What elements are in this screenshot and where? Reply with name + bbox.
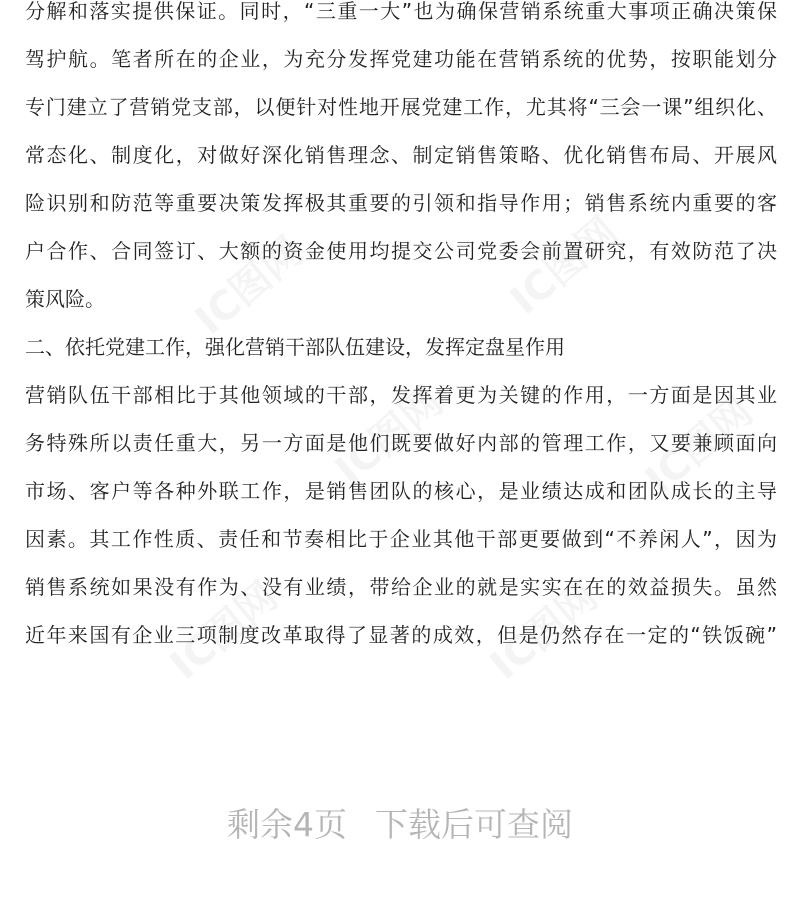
paragraph-line: 务特殊所以责任重大，另一方面是他们既要做好内部的管理工作，又要兼顾面向 [25,431,777,455]
paragraph-line: 营销队伍干部相比于其他领域的干部，发挥着更为关键的作用，一方面是因其业 [25,383,777,407]
download-prompt[interactable] [0,800,800,850]
paragraph-line: 常态化、制度化，对做好深化销售理念、制定销售策略、优化销售布局、开展风 [25,143,777,167]
paragraph-line: 因素。其工作性质、责任和节奏相比于企业其他干部更要做到“不养闲人”，因为 [25,527,777,551]
paragraph-line: 户合作、合同签订、大额的资金使用均提交公司党委会前置研究，有效防范了决 [25,239,777,263]
paragraph-line: 销售系统如果没有作为、没有业绩，带给企业的就是实实在在的效益损失。虽然 [25,575,777,599]
paragraph-line: 分解和落实提供保证。同时，“三重一大”也为确保营销系统重大事项正确决策保 [25,0,777,23]
paragraph-line: 驾护航。笔者所在的企业，为充分发挥党建功能在营销系统的优势，按职能划分 [25,47,777,71]
document-body [25,0,777,659]
paragraph-line: 策风险。 [25,287,105,311]
paragraph-line: 市场、客户等各种外联工作，是销售团队的核心，是业绩达成和团队成长的主导 [25,479,777,503]
paragraph-line: 险识别和防范等重要决策发挥极其重要的引领和指导作用；销售系统内重要的客 [25,191,777,215]
download-hint-label: 下载后可查阅 [375,805,573,844]
remaining-pages-label: 剩余4页 [227,805,347,844]
paragraph-line: 近年来国有企业三项制度改革取得了显著的成效，但是仍然存在一定的“铁饭碗” [25,623,777,647]
section-heading: 二、依托党建工作，强化营销干部队伍建设，发挥定盘星作用 [25,335,565,359]
paragraph-line: 专门建立了营销党支部，以便针对性地开展党建工作，尤其将“三会一课”组织化、 [25,95,777,119]
